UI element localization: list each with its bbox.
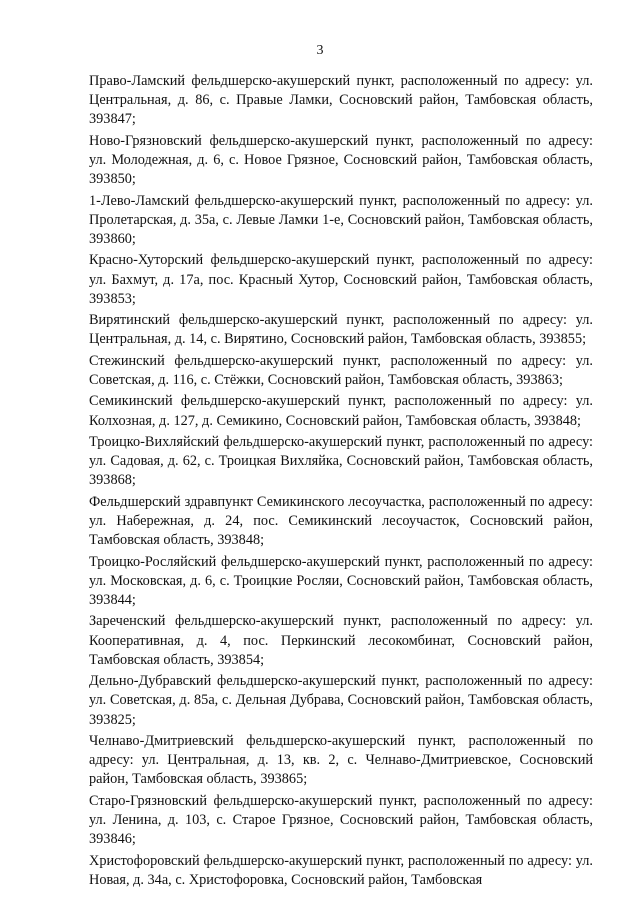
list-item: Христофоровский фельдшерско-акушерский пункт, расположенный по адресу: ул. Новая, д. 34а, с. Христофоровка, Сосновский район, Тамбовская [89, 852, 593, 888]
list-item: Старо-Грязновский фельдшерско-акушерский пункт, расположенный по адресу: ул. Ленина, д. 103, с. Старое Грязное, Сосновский район, Тамбовская область, 393846; [89, 792, 593, 848]
list-item: 1-Лево-Ламский фельдшерско-акушерский пункт, расположенный по адресу: ул. Пролетарская, д. 35а, с. Левые Ламки 1-е, Сосновский район, Тамбовская область, 393860; [89, 192, 593, 247]
list-item: Троицко-Росляйский фельдшерско-акушерский пункт, расположенный по адресу: ул. Московская, д. 6, с. Троицкие Росляи, Сосновский район, Тамбовская область, 393844; [89, 553, 593, 608]
list-item: Стежинский фельдшерско-акушерский пункт, расположенный по адресу: ул. Советская, д. 116, с. Стёжки, Сосновский район, Тамбовская область, 393863; [89, 352, 593, 388]
list-item: Троицко-Вихляйский фельдшерско-акушерский пункт, расположенный по адресу: ул. Садовая, д. 62, с. Троицкая Вихляйка, Сосновский район, Тамбовская область, 393868; [89, 433, 593, 489]
list-item: Фельдшерский здравпункт Семикинского лесоучастка, расположенный по адресу: ул. Набережная, д. 24, пос. Семикинский лесоучасток, Сосновский район, Тамбовская область, 393848; [89, 493, 593, 549]
page-number: 3 [316, 43, 324, 58]
list-item: Право-Ламский фельдшерско-акушерский пункт, расположенный по адресу: ул. Центральная, д. 86, с. Правые Ламки, Сосновский район, Тамбовская область, 393847; [89, 73, 593, 128]
list-item: Красно-Хуторский фельдшерско-акушерский пункт, расположенный по адресу: ул. Бахмут, д. 17а, пос. Красный Хутор, Сосновский район, Тамбовская область, 393853; [89, 252, 593, 307]
list-item: Вирятинский фельдшерско-акушерский пункт, расположенный по адресу: ул. Центральная, д. 14, с. Вирятино, Сосновский район, Тамбовская область, 393855; [89, 312, 593, 348]
list-item: Семикинский фельдшерско-акушерский пункт, расположенный по адресу: ул. Колхозная, д. 127, д. Семикино, Сосновский район, Тамбовская область, 393848; [89, 393, 593, 429]
list-item: Дельно-Дубравский фельдшерско-акушерский пункт, расположенный по адресу: ул. Советская, д. 85а, с. Дельная Дубрава, Сосновский район, Тамбовская область, 393825; [89, 673, 593, 728]
list-item: Челнаво-Дмитриевский фельдшерско-акушерский пункт, расположенный по адресу: ул. Центральная, д. 13, кв. 2, с. Челнаво-Дмитриевское, Сосновский район, Тамбовская область, 393865; [89, 732, 593, 788]
list-item: Ново-Грязновский фельдшерско-акушерский пункт, расположенный по адресу: ул. Молодежная, д. 6, с. Новое Грязное, Сосновский район, Тамбовская область, 393850; [89, 132, 593, 188]
list-item: Зареченский фельдшерско-акушерский пункт, расположенный по адресу: ул. Кооперативная, д. 4, пос. Перкинский лесокомбинат, Сосновский район, Тамбовская область, 393854; [89, 613, 593, 668]
document-body [89, 72, 593, 892]
